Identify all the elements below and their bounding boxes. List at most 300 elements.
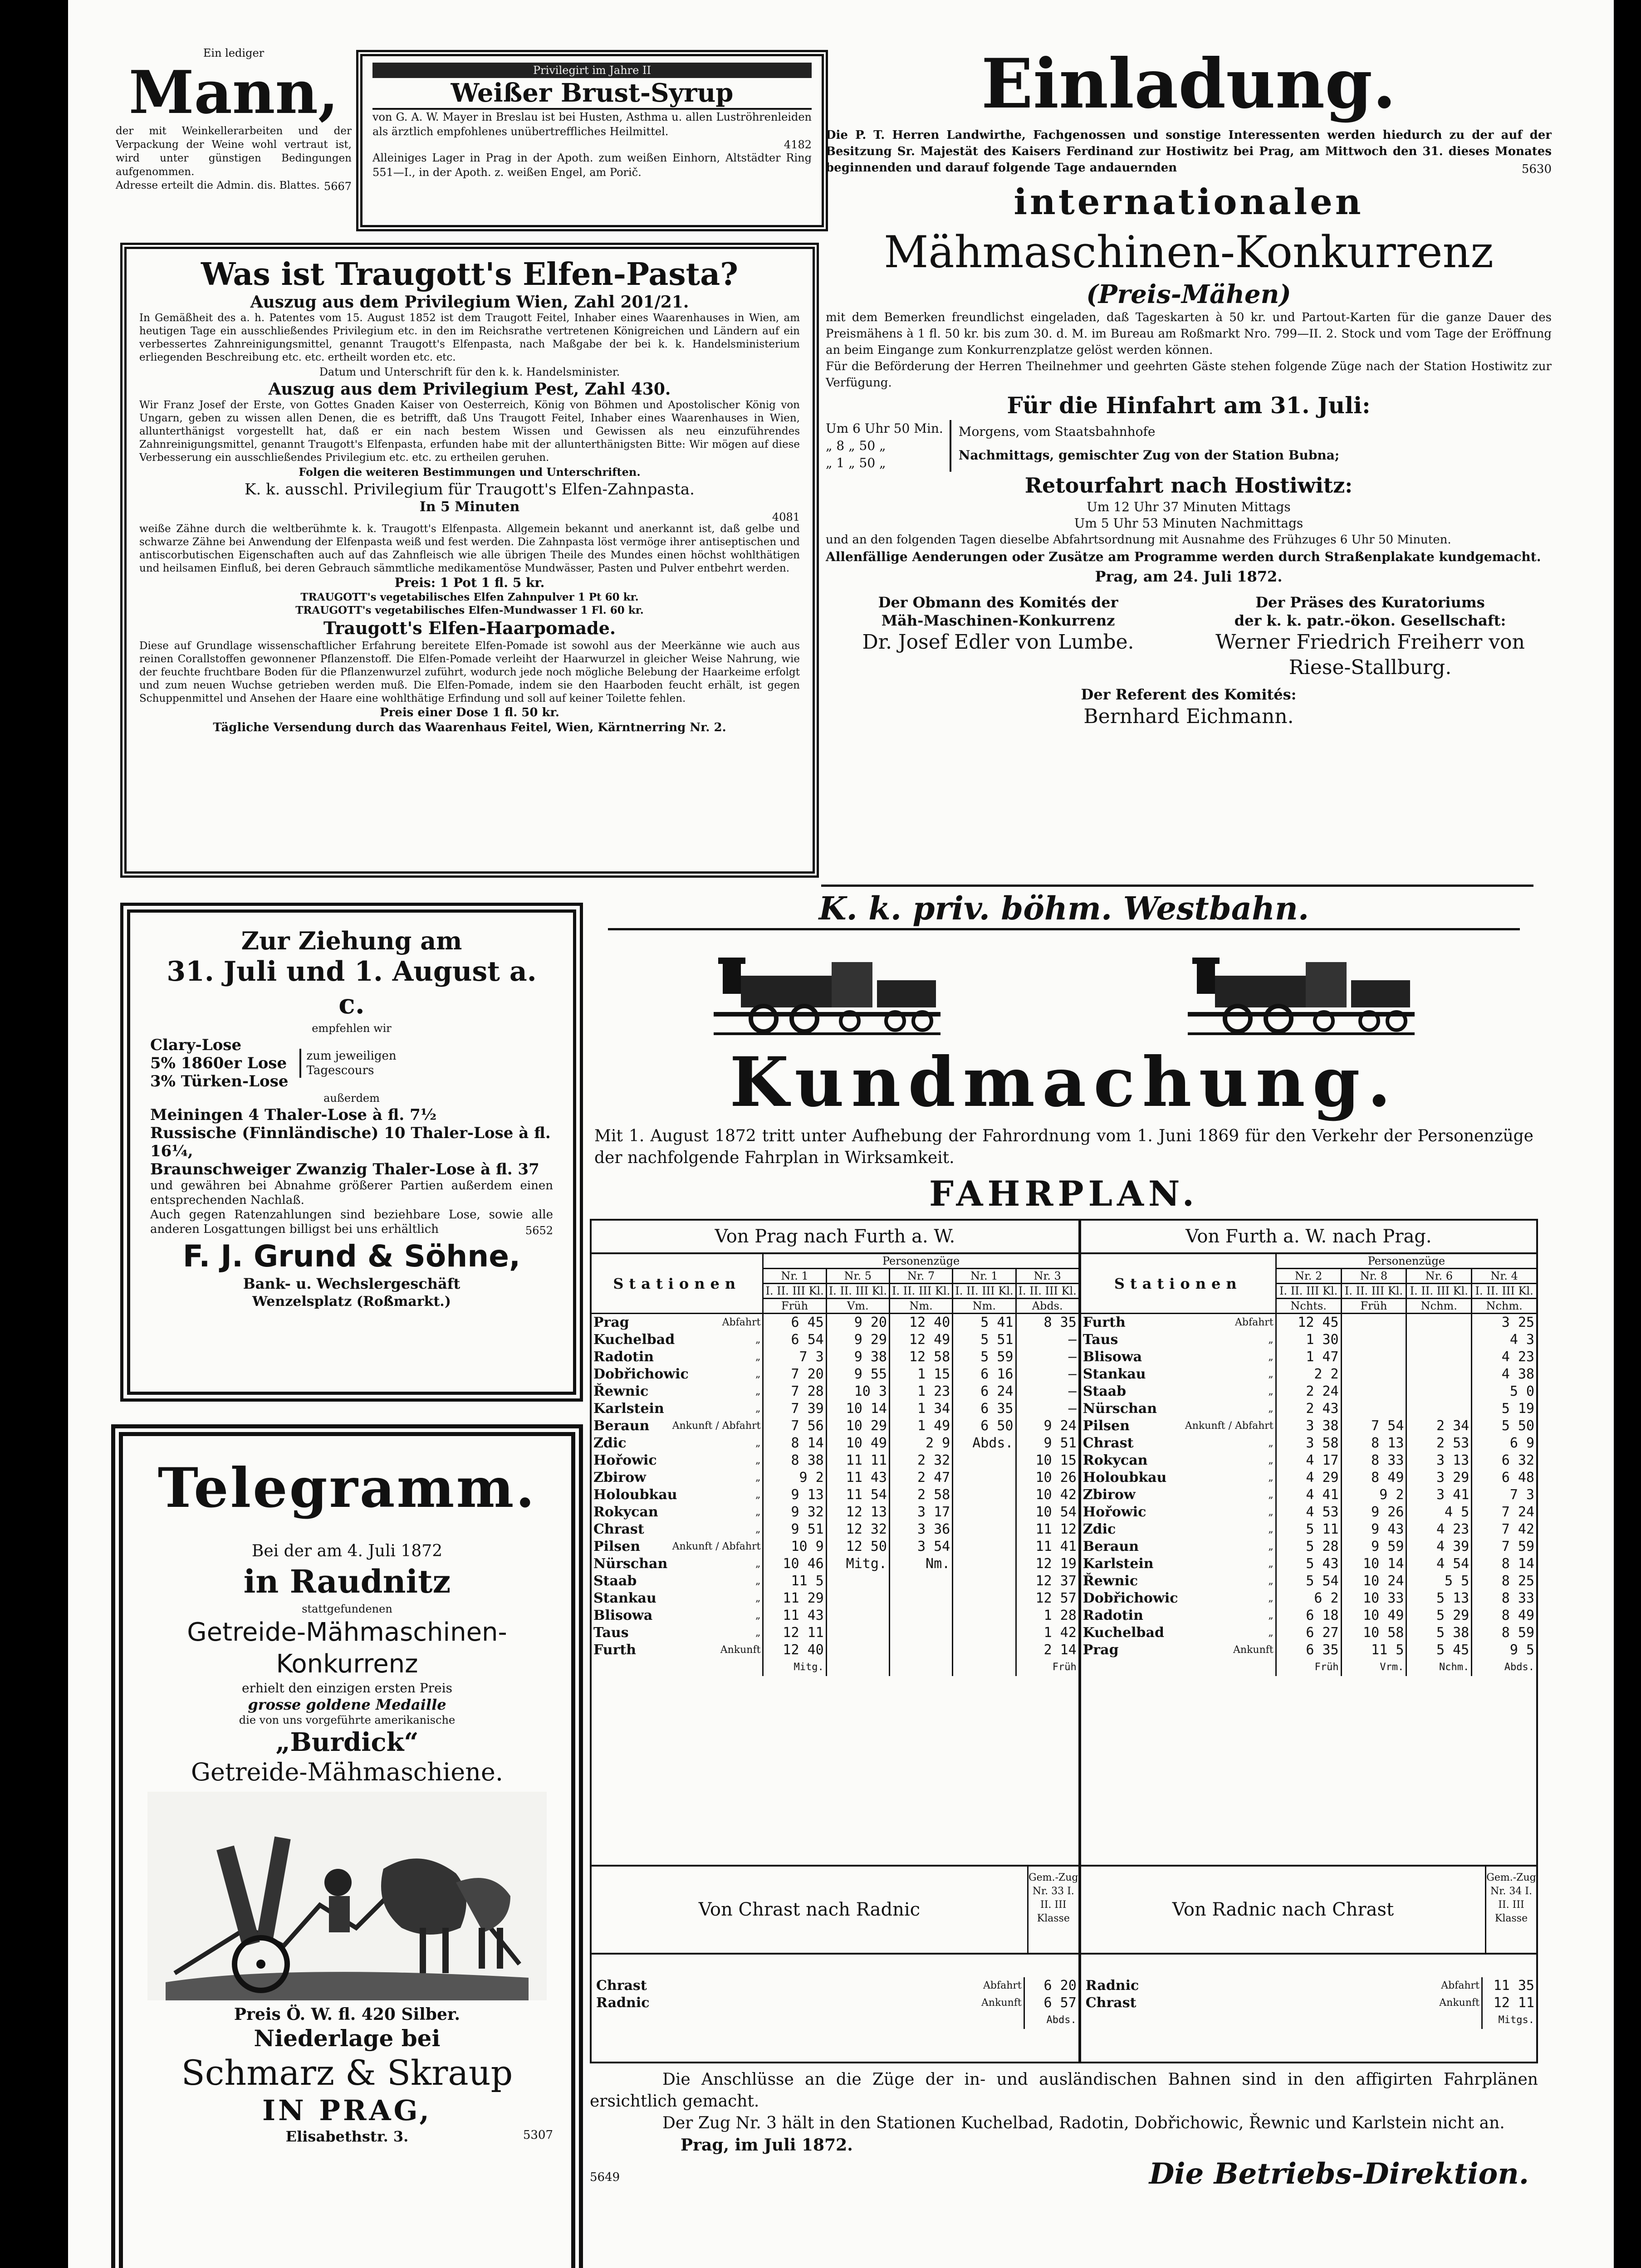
station-label: Dobřichowic [593,1366,689,1382]
station-label: Radnic [596,1995,650,2011]
station-label: Chrast [1083,1435,1134,1451]
departure-time [826,1573,889,1590]
departure-time: 2 14 [1016,1642,1078,1659]
train-class-header: I. II. III Kl. [1341,1284,1406,1299]
departure-time [953,1590,1016,1607]
station-note: „ [755,1524,761,1535]
ad-telegram-l8: die von uns vorgeführte amerikanische [239,1714,456,1726]
station-label: Zbirow [1083,1487,1136,1503]
departure-time: 1 30 [1276,1331,1341,1349]
ad-pasta-pomade-title: Traugott's Elfen-Haarpomade. [323,618,616,638]
ad-pasta-p1: In Gemäßheit des a. h. Patentes vom 15. August 1852 ist dem Traugott Feitel, Inhaber eines Waarenhauses in Wien, am heutigen Tage ein ausschließendes Privilegium etc. in den im Reichsrathe vertretenen Königreichen und Ländern auf ein verbessertes Zahnreinigungsmittel, genannt Traugott's Elfenpasta, nach Maßgabe der bei k. k. Handelsministerium erliegenden Beschreibung etc. etc. ertheilt worden etc. etc. [139,312,800,363]
station-name [592,1994,1024,2012]
station-note: Abfahrt [722,1317,761,1328]
station-label: Kuchelbad [593,1332,675,1348]
departure-time [953,1504,1016,1521]
departure-time: 8 33 [1341,1452,1406,1469]
ad-lotto-l10: Braunschweiger Zwanzig Thaler-Lose à fl. 37 [150,1160,539,1178]
departure-time: 6 45 [763,1314,826,1332]
einladung-s2b: der k. k. patr.-ökon. Gesellschaft: [1234,612,1506,629]
departure-time: 5 5 [1406,1573,1472,1590]
departure-time: 9 13 [763,1486,826,1504]
station-label: Prag [1083,1642,1119,1658]
station-label: Hořowic [593,1452,657,1468]
departure-time [953,1486,1016,1504]
station-label: Pilsen [1083,1418,1130,1434]
station-name [592,1504,763,1521]
departure-time: 9 2 [763,1469,826,1486]
einladung-p3: Für die Beförderung der Herren Theilnehmer und geehrten Gäste stehen folgende Züge nach der Station Hostiwitz zur Verfügung. [826,360,1552,390]
ad-telegram-l3: stattgefundenen [302,1603,392,1615]
station-note: „ [1268,1524,1274,1535]
ad-lotto-l12: Auch gegen Ratenzahlungen sind beziehbare Lose, sowie alle anderen Losgattungen billigst bei uns erhältlich [150,1208,553,1236]
ad-mann-headline: Mann, [128,58,339,127]
departure-time: 7 3 [763,1349,826,1366]
station-note: „ [755,1386,761,1397]
station-note: „ [755,1610,761,1621]
train-class-header: I. II. III Kl. [889,1284,952,1299]
departure-time: 5 54 [1276,1573,1341,1590]
ad-telegram [111,1424,583,2268]
ad-telegram-l6: erhielt den einzigen ersten Preis [242,1681,452,1696]
departure-time: 3 38 [1276,1418,1341,1435]
departure-time: 12 58 [889,1349,952,1366]
departure-time: 9 55 [826,1366,889,1383]
departure-time: 1 15 [889,1366,952,1383]
ad-telegram-l1: Bei der am 4. Juli 1872 [251,1542,443,1560]
train-number-header: Nr. 1 [953,1269,1016,1284]
station-name [592,1977,1024,1994]
station-name [592,1607,763,1624]
foot-spacer [592,1659,763,1676]
departure-time: 4 39 [1406,1538,1472,1555]
departure-time: 6 50 [953,1418,1016,1435]
ad-lotto-l7: außerdem [323,1092,380,1105]
foot-time-label: Abds. [1024,2012,1078,2029]
left-stationen: Stationen [592,1254,763,1314]
timetable-row [1081,1366,1536,1383]
departure-time: 5 0 [1472,1383,1536,1400]
ad-pasta-sig: Datum und Unterschrift für den k. k. Handelsminister. [319,366,620,378]
station-note: Ankunft / Abfahrt [672,1420,761,1432]
departure-time: 7 24 [1472,1504,1536,1521]
station-note: „ [1268,1541,1274,1552]
ad-telegram-l7: grosse goldene Medaille [248,1696,446,1713]
scan-edge-right [1614,0,1641,2268]
timetable-right-head: Von Furth a. W. nach Prag. [1081,1221,1536,1254]
station-label: Staab [593,1573,637,1589]
ad-telegram-l10: Getreide-Mähmaschiene. [191,1758,504,1786]
departure-time: 3 54 [889,1538,952,1555]
station-name [592,1486,763,1504]
departure-time [953,1521,1016,1538]
timetable-row [1081,1418,1536,1435]
departure-time: 8 14 [763,1435,826,1452]
westbahn-section [590,889,1538,2268]
departure-time [1406,1366,1472,1383]
departure-time: 2 58 [889,1486,952,1504]
departure-time [1341,1349,1406,1366]
station-label: Furth [1083,1315,1126,1330]
station-name [592,1538,763,1555]
train-number-header: Nr. 4 [1472,1269,1536,1284]
timetable-row [1081,1486,1536,1504]
einladung-title: Einladung. [981,44,1396,124]
station-note: Abfahrt [1235,1317,1274,1328]
departure-time [889,1642,952,1659]
station-note: „ [1268,1610,1274,1621]
ad-pasta-h1: Auszug aus dem Privilegium Wien, Zahl 201/21. [250,293,689,312]
station-label: Beraun [1083,1539,1139,1554]
departure-time [1406,1349,1472,1366]
station-name [1081,1435,1276,1452]
ad-syrup-body: von G. A. W. Mayer in Breslau ist bei Husten, Asthma u. allen Luströhrenleiden als ärztlich empfohlenes unübertreffliches Heilmittel. [372,111,812,138]
departure-time: 11 5 [1341,1642,1406,1659]
station-name [592,1435,763,1452]
station-note: „ [755,1558,761,1569]
foot-time-label: Abds. [1472,1659,1536,1676]
departure-time [826,1607,889,1624]
timetable-row [1081,1452,1536,1469]
station-label: Kuchelbad [1083,1625,1164,1641]
right-stationen: Stationen [1081,1254,1276,1314]
departure-time [953,1555,1016,1573]
station-name [1081,1331,1276,1349]
departure-time: 11 41 [1016,1538,1078,1555]
train-time-header: Nchm. [1472,1299,1536,1314]
departure-time: 3 36 [889,1521,952,1538]
station-note: „ [755,1489,761,1501]
departure-time: 3 25 [1472,1314,1536,1332]
departure-time: 4 17 [1276,1452,1341,1469]
ad-pasta-p5: Diese auf Grundlage wissenschaftlicher Erfahrung bereitete Elfen-Pomade ist sowohl aus der Meerkänne wie auch aus reinen Corallstoffen gewonnener Pflanzenstoff. Die Elfen-Pomade verleiht der Haarwurzel in gleicher Weise Nahrung, wie der feuchte fruchtbare Boden für die Pflanzenwurzel zuführt, wodurch jede noch mögliche Belebung der Haarkeime erfolgt und zum neuen Wuchse getrieben werden muß. Die Elfen-Pomade, indem sie den Haarboden feucht erhält, ist gegen Schuppenmittel und Ansehen der Haare eine wohlthätige Erfindung und soll auf keiner Toilette fehlen. [139,640,800,704]
train-time-header: Vm. [826,1299,889,1314]
departure-time [889,1607,952,1624]
station-name [1081,1383,1276,1400]
departure-time: 9 2 [1341,1486,1406,1504]
station-note: „ [755,1403,761,1414]
train-number-header: Nr. 5 [826,1269,889,1284]
timetable-row [1081,1573,1536,1590]
station-note: „ [755,1437,761,1449]
departure-time: 6 18 [1276,1607,1341,1624]
ad-syrup [356,50,828,231]
train-number-header: Nr. 3 [1016,1269,1078,1284]
departure-time: 4 23 [1472,1349,1536,1366]
departure-time: 9 26 [1341,1504,1406,1521]
departure-time: 11 54 [826,1486,889,1504]
departure-time: 7 59 [1472,1538,1536,1555]
departure-time [953,1642,1016,1659]
departure-time: 10 3 [826,1383,889,1400]
departure-time [1341,1366,1406,1383]
station-label: Stankau [593,1590,656,1606]
ad-telegram-title: Telegramm. [157,1456,537,1520]
timetable-row [592,1469,1078,1486]
departure-time: 8 14 [1472,1555,1536,1573]
departure-time: 4 38 [1472,1366,1536,1383]
departure-time [826,1624,889,1642]
departure-time: 1 49 [889,1418,952,1435]
station-note: „ [1268,1506,1274,1518]
station-name [592,1331,763,1349]
timetable-foot-row [1081,1659,1536,1676]
departure-time: 10 33 [1341,1590,1406,1607]
timetable-row [592,1366,1078,1383]
ad-pasta-minuten: In 5 Minuten [419,499,520,515]
timetable-row [592,1573,1078,1590]
train-number-header: Nr. 7 [889,1269,952,1284]
train-number-header: Nr. 8 [1341,1269,1406,1284]
departure-time: 11 29 [763,1590,826,1607]
ad-lotto-f2: Bank- u. Wechslergeschäft [243,1275,460,1292]
einladung-s1b: Mäh-Maschinen-Konkurrenz [881,612,1115,629]
departure-time: 2 32 [889,1452,952,1469]
station-name [1081,1624,1276,1642]
timetable-row [1081,1607,1536,1624]
departure-time: — [1016,1331,1078,1349]
station-name [1081,1349,1276,1366]
westbahn-kund: Kundmachung. [730,1042,1398,1122]
station-note: Abfahrt [1441,1980,1479,1991]
departure-time: 8 13 [1341,1435,1406,1452]
departure-time: 6 35 [1276,1642,1341,1659]
station-name [1081,1366,1276,1383]
station-note: „ [1268,1437,1274,1449]
ad-mann-body: der mit Weinkellerarbeiten und der Verpackung der Weine wohl vertraut ist, wird unter günstigen Bedingungen aufgenommen. [116,125,352,178]
station-name [592,1521,763,1538]
departure-time: Abds. [953,1435,1016,1452]
ad-telegram-addr: Elisabethstr. 3. [285,2128,409,2145]
timetable-row [592,1314,1078,1332]
departure-time: 12 40 [889,1314,952,1332]
departure-time: 3 13 [1406,1452,1472,1469]
departure-time: — [1016,1400,1078,1418]
station-note: „ [1268,1351,1274,1363]
departure-time: 6 48 [1472,1469,1536,1486]
einladung-tmb2: Nachmittags, gemischter Zug von der Station Bubna; [958,448,1340,463]
ad-pasta-follows: Folgen die weiteren Bestimmungen und Unterschriften. [299,465,641,479]
ad-telegram-nied: Niederlage bei [254,2025,441,2052]
station-label: Nürschan [593,1556,668,1572]
station-label: Furth [593,1642,637,1658]
foot-time-label: Nchm. [1406,1659,1472,1676]
departure-time [826,1642,889,1659]
ad-einladung [826,41,1552,894]
departure-time: 7 28 [763,1383,826,1400]
departure-time: 2 24 [1276,1383,1341,1400]
station-label: Radotin [1083,1608,1143,1623]
station-note: „ [755,1506,761,1518]
subtable-right-zug: Gem.-Zug Nr. 34 I. II. III Klasse [1485,1867,1536,1953]
station-note: „ [1268,1489,1274,1501]
departure-time [1406,1331,1472,1349]
departure-time: 10 58 [1341,1624,1406,1642]
ad-syrup-ref: 4182 [784,138,812,151]
station-note: „ [755,1455,761,1466]
station-label: Zdic [593,1435,627,1451]
station-note: „ [1268,1575,1274,1587]
departure-time [889,1573,952,1590]
station-note: Ankunft [1439,1997,1479,2009]
departure-time [1341,1383,1406,1400]
ad-lotto-l3: empfehlen wir [312,1022,392,1035]
einladung-t3: Mähmaschinen-Konkurrenz [884,227,1494,278]
train-time-header: Früh [763,1299,826,1314]
einladung-s2c: Werner Friedrich Freiherr von [1215,631,1525,654]
departure-time: 4 54 [1406,1555,1472,1573]
station-note: „ [1268,1403,1274,1414]
station-label: Blisowa [593,1608,653,1623]
departure-time: 11 11 [826,1452,889,1469]
ad-syrup-stock: Alleiniges Lager in Prag in der Apoth. zum weißen Einhorn, Altstädter Ring 551—I., in der Apoth. z. weißen Engel, am Porič. [372,152,812,179]
departure-time [1406,1400,1472,1418]
ad-lotto-line1: Zur Ziehung am [241,926,462,955]
ad-telegram-l2: in Raudnitz [243,1563,451,1600]
departure-time: 6 20 [1024,1977,1078,1994]
departure-time: 12 45 [1276,1314,1341,1332]
timetable-row [1081,1521,1536,1538]
departure-time: 5 59 [953,1349,1016,1366]
station-label: Chrast [1085,1995,1136,2011]
departure-time [953,1573,1016,1590]
timetable-row [592,1555,1078,1573]
departure-time: 3 17 [889,1504,952,1521]
station-name [1081,1314,1276,1332]
ad-pasta-price1: Preis: 1 Pot 1 fl. 5 kr. [394,575,545,590]
timetable-row [592,1452,1078,1469]
departure-time: 8 49 [1472,1607,1536,1624]
train-time-header: Nchm. [1406,1299,1472,1314]
right-personenzuege: Personenzüge [1276,1254,1536,1269]
station-note: Ankunft [1233,1644,1274,1656]
departure-time: 4 53 [1276,1504,1341,1521]
departure-time [889,1590,952,1607]
subtable-foot-row [592,2012,1078,2029]
departure-time: 6 16 [953,1366,1016,1383]
train-number-header: Nr. 1 [763,1269,826,1284]
departure-time [889,1624,952,1642]
departure-time: — [1016,1366,1078,1383]
ad-pasta-h2: Auszug aus dem Privilegium Pest, Zahl 430. [268,380,671,399]
departure-time: 12 11 [763,1624,826,1642]
timetable-row [1081,1469,1536,1486]
departure-time: 11 5 [763,1573,826,1590]
einladung-rueck: Retourfahrt nach Hostiwitz: [1024,473,1353,498]
departure-time: 9 5 [1472,1642,1536,1659]
train-class-header: I. II. III Kl. [1016,1284,1078,1299]
departure-time: 4 29 [1276,1469,1341,1486]
westbahn-title: K. k. priv. böhm. Westbahn. [608,889,1520,930]
station-label: Dobřichowic [1083,1590,1178,1606]
departure-time: 2 34 [1406,1418,1472,1435]
departure-time [953,1607,1016,1624]
einladung-s3b: Bernhard Eichmann. [1083,705,1294,728]
einladung-s2d: Riese-Stallburg. [1288,656,1452,679]
departure-time: 7 39 [763,1400,826,1418]
separator-einladung [821,885,1533,887]
timetable-row [592,1331,1078,1349]
foot-time-label: Früh [1276,1659,1341,1676]
train-class-header: I. II. III Kl. [826,1284,889,1299]
ad-lotto-firm: F. J. Grund & Söhne, [182,1239,521,1274]
departure-time: 6 24 [953,1383,1016,1400]
departure-time: 12 13 [826,1504,889,1521]
ad-pasta-p2: Wir Franz Josef der Erste, von Gottes Gnaden Kaiser von Oesterreich, König von Böhmen und Apostolischer König von Ungarn, geben zu wissen allen Denen, die es betrifft, daß Uns Traugott Feitel, Inhaber eines Waarenhauses in Wien, allunterthänigst vorgestellt hat, daß er ein nach bestem Wissen und Gewissen als neu einzuführendes Zahnreinigungsmittel, genannt Traugott's Elfenpasta, erfunden habe mit der allunterthänigsten Bitte: Wir mögen auf diese Verbesserung ein ausschließendes Privilegium etc. etc. zu ertheilen geruhen. [139,399,800,464]
station-name [1081,1469,1276,1486]
ad-lotto-l11: und gewähren bei Abnahme größerer Partien außerdem einen entsprechenden Nachlaß. [150,1179,553,1207]
train-class-header: I. II. III Kl. [1406,1284,1472,1299]
station-label: Taus [593,1625,629,1641]
departure-time: 5 45 [1406,1642,1472,1659]
train-number-header: Nr. 6 [1406,1269,1472,1284]
departure-time: 12 11 [1482,1994,1537,2012]
station-note: „ [755,1351,761,1363]
departure-time: 2 9 [889,1435,952,1452]
timetable-row [1081,1504,1536,1521]
ad-syrup-banner: Privilegirt im Jahre II [372,63,812,78]
station-label: Radotin [593,1349,654,1365]
departure-time: 8 59 [1472,1624,1536,1642]
ad-telegram-l4: Getreide-Mähmaschinen- [187,1618,507,1647]
station-label: Karlstein [1083,1556,1154,1572]
station-name [1081,1590,1276,1607]
timetable-row [592,1590,1078,1607]
station-label: Karlstein [593,1401,664,1417]
station-note: Ankunft [981,1997,1022,2009]
departure-time: 11 43 [763,1607,826,1624]
departure-time [1341,1400,1406,1418]
departure-time: Mitg. [826,1555,889,1573]
einladung-t2: internationalen [1014,181,1364,223]
departure-time: 12 50 [826,1538,889,1555]
subtable-left-zug: Gem.-Zug Nr. 33 I. II. III Klasse [1027,1867,1078,1953]
departure-time: 12 19 [1016,1555,1078,1573]
page-number: 5649 [590,2170,620,2184]
departure-time: 5 19 [1472,1400,1536,1418]
einladung-ref: 5630 [1521,162,1552,176]
departure-time: 7 3 [1472,1486,1536,1504]
subtable-left-head: Von Chrast nach Radnic [698,1899,921,1920]
departure-time: 10 9 [763,1538,826,1555]
station-label: Řewnic [1083,1573,1138,1589]
timetable-row [592,1349,1078,1366]
timetable-row [1081,1400,1536,1418]
timetable-row [592,1521,1078,1538]
train-class-header: I. II. III Kl. [953,1284,1016,1299]
station-label: Staab [1083,1383,1127,1399]
departure-time: 2 43 [1276,1400,1341,1418]
ad-telegram-l9: „Burdick“ [275,1727,419,1757]
timetable-row [592,1400,1078,1418]
locomotive-icon [714,944,941,1039]
station-name [1081,1607,1276,1624]
departure-time: 6 2 [1276,1590,1341,1607]
departure-time: 6 27 [1276,1624,1341,1642]
station-note: „ [1268,1472,1274,1483]
timetable-foot-row [592,1659,1078,1676]
station-note: Ankunft / Abfahrt [672,1541,761,1552]
ad-lotto-line2: 31. Juli und 1. August a. c. [167,956,537,1020]
train-class-header: I. II. III Kl. [1472,1284,1536,1299]
ad-pasta-p4a: TRAUGOTT's vegetabilisches Elfen Zahnpulver 1 Pt 60 kr. [300,591,639,603]
einladung-tm2: „ 8 „ 50 „ [826,438,886,453]
harvester-engraving [147,1792,547,2000]
departure-time: 12 37 [1016,1573,1078,1590]
westbahn-p1: Mit 1. August 1872 tritt unter Aufhebung der Fahrordnung vom 1. Juni 1869 für den Verkehr der Personenzüge der nachfolgende Fahrplan in Wirksamkeit. [594,1127,1533,1167]
departure-time [826,1590,889,1607]
departure-time: 7 42 [1472,1521,1536,1538]
